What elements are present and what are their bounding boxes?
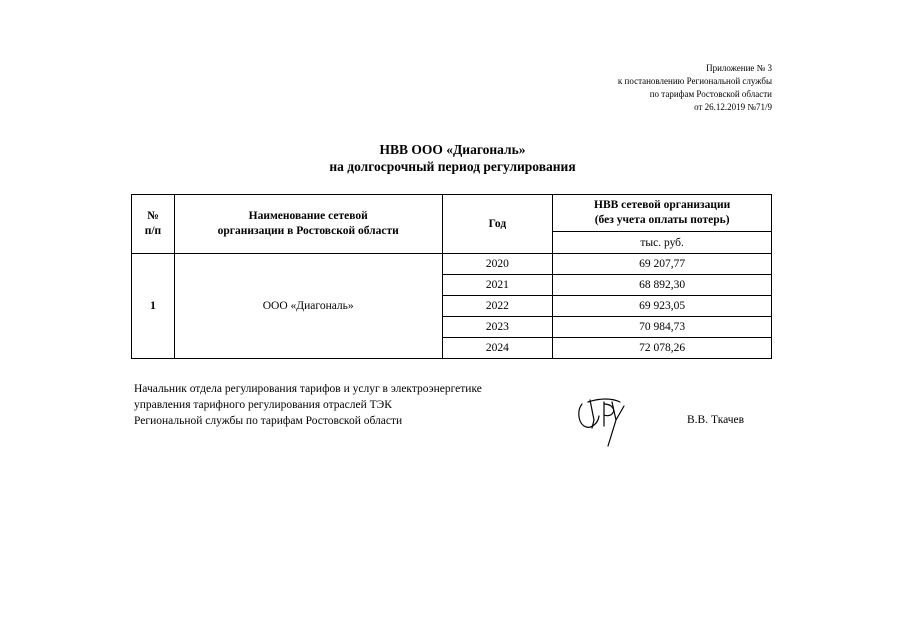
header-org-name-line: организации в Ростовской области xyxy=(217,225,399,237)
header-unit: тыс. руб. xyxy=(553,232,772,254)
value-cell: 69 923,05 xyxy=(553,296,772,317)
value-cell: 70 984,73 xyxy=(553,317,772,338)
appendix-block xyxy=(618,62,772,114)
title-subline: на долгосрочный период регулирования xyxy=(329,159,576,174)
signer-title-line: Региональной службы по тарифам Ростовской области xyxy=(134,415,403,427)
signer-title-line: управления тарифного регулирования отраслей ТЭК xyxy=(134,399,392,411)
org-name-cell: ООО «Диагональ» xyxy=(174,254,442,359)
value-cell: 68 892,30 xyxy=(553,275,772,296)
year-cell: 2021 xyxy=(442,275,553,296)
header-nvv xyxy=(553,195,772,232)
appendix-line: к постановлению Региональной службы xyxy=(617,76,772,86)
header-number xyxy=(132,195,175,254)
header-nvv-line: (без учета оплаты потерь) xyxy=(594,214,730,226)
year-cell: 2023 xyxy=(442,317,553,338)
org-number-cell: 1 xyxy=(132,254,175,359)
value-cell: 72 078,26 xyxy=(553,338,772,359)
signature-block xyxy=(134,381,482,429)
header-number-line: № xyxy=(147,210,159,222)
table-row xyxy=(132,254,772,275)
signer-name: В.В. Ткачев xyxy=(687,414,745,426)
header-org-name xyxy=(174,195,442,254)
title-line: НВВ ООО «Диагональ» xyxy=(379,142,526,157)
document-title xyxy=(0,141,905,175)
header-year: Год xyxy=(442,195,553,254)
handwritten-signature-image xyxy=(568,380,638,450)
year-cell: 2024 xyxy=(442,338,553,359)
appendix-line: Приложение № 3 xyxy=(706,63,772,73)
nvv-table xyxy=(131,194,772,359)
header-nvv-line: НВВ сетевой организации xyxy=(594,199,731,211)
table-header-row xyxy=(132,195,772,232)
value-cell: 69 207,77 xyxy=(553,254,772,275)
appendix-line: по тарифам Ростовской области xyxy=(649,89,772,99)
header-org-name-line: Наименование сетевой xyxy=(248,210,368,222)
year-cell: 2022 xyxy=(442,296,553,317)
signer-title-line: Начальник отдела регулирования тарифов и услуг в электроэнергетике xyxy=(134,383,482,395)
year-cell: 2020 xyxy=(442,254,553,275)
header-number-line: п/п xyxy=(144,225,162,237)
appendix-line: от 26.12.2019 №71/9 xyxy=(694,102,772,112)
